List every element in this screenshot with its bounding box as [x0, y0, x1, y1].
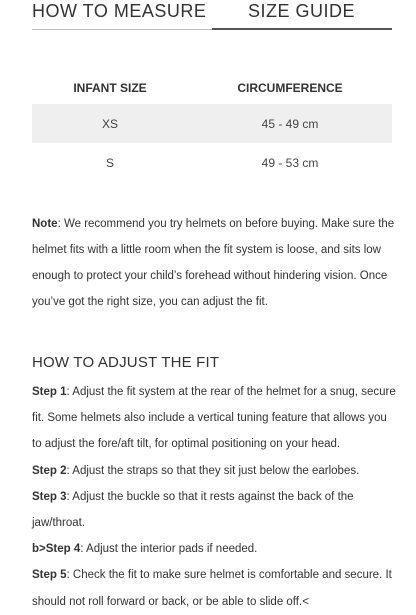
step-item — [32, 379, 396, 458]
step-separator: : — [66, 569, 73, 582]
circumference-cell: 49 - 53 cm — [261, 155, 319, 170]
step-separator: : — [66, 490, 73, 503]
note-paragraph — [32, 211, 396, 315]
note-separator: : — [57, 218, 64, 230]
step-item — [32, 562, 396, 614]
column-header-infant-size: INFANT SIZE — [73, 81, 147, 95]
step-label: Step 3 — [32, 490, 67, 503]
fit-steps — [32, 379, 396, 615]
size-table — [32, 72, 392, 182]
step-separator: : — [66, 386, 73, 398]
step-separator: : — [80, 543, 87, 556]
step-text: Adjust the straps so that they sit just below the earlobes. — [72, 464, 360, 477]
table-header-row — [32, 72, 392, 104]
adjust-fit-heading: HOW TO ADJUST THE FIT — [32, 354, 220, 371]
step-item — [32, 458, 396, 484]
step-text: Check the fit to make sure helmet is comfortable and secure. It should not roll forward or back, or be able to slide off.< — [32, 569, 392, 608]
tab-size-guide[interactable]: SIZE GUIDE — [248, 1, 356, 21]
step-label: b>Step 4 — [32, 543, 81, 556]
note-text: We recommend you try helmets on before buying. Make sure the helmet fits with a little room when the fit system is loose, and sits low enough to protect your child’s forehead without hindering vision. Once you’ve got the right size, you can adjust the fit. — [32, 218, 395, 308]
size-cell: S — [105, 155, 114, 170]
step-label: Step 5 — [32, 569, 67, 582]
size-guide-tabs — [32, 0, 392, 30]
step-label: Step 2 — [32, 464, 67, 477]
step-text: Adjust the buckle so that it rests against the back of the jaw/throat. — [32, 490, 354, 530]
step-item — [32, 484, 396, 536]
table-row — [32, 104, 392, 143]
column-header-circumference: CIRCUMFERENCE — [237, 81, 343, 95]
step-label: Step 1 — [32, 386, 67, 398]
step-text: Adjust the interior pads if needed. — [86, 543, 258, 556]
step-item — [32, 536, 396, 562]
table-row — [32, 143, 392, 182]
note-label: Note — [32, 218, 58, 230]
active-tab-indicator — [212, 28, 392, 30]
size-cell: XS — [32, 104, 188, 143]
step-text: Adjust the fit system at the rear of the helmet for a snug, secure fit. Some helmets also include a vertical tuning feature that allows you to adjust the fore/aft tilt, for optimal positioning on your head. — [32, 386, 396, 451]
tab-how-to-measure[interactable]: HOW TO MEASURE — [32, 1, 207, 21]
circumference-cell: 45 - 49 cm — [188, 104, 392, 143]
step-separator: : — [66, 464, 73, 477]
